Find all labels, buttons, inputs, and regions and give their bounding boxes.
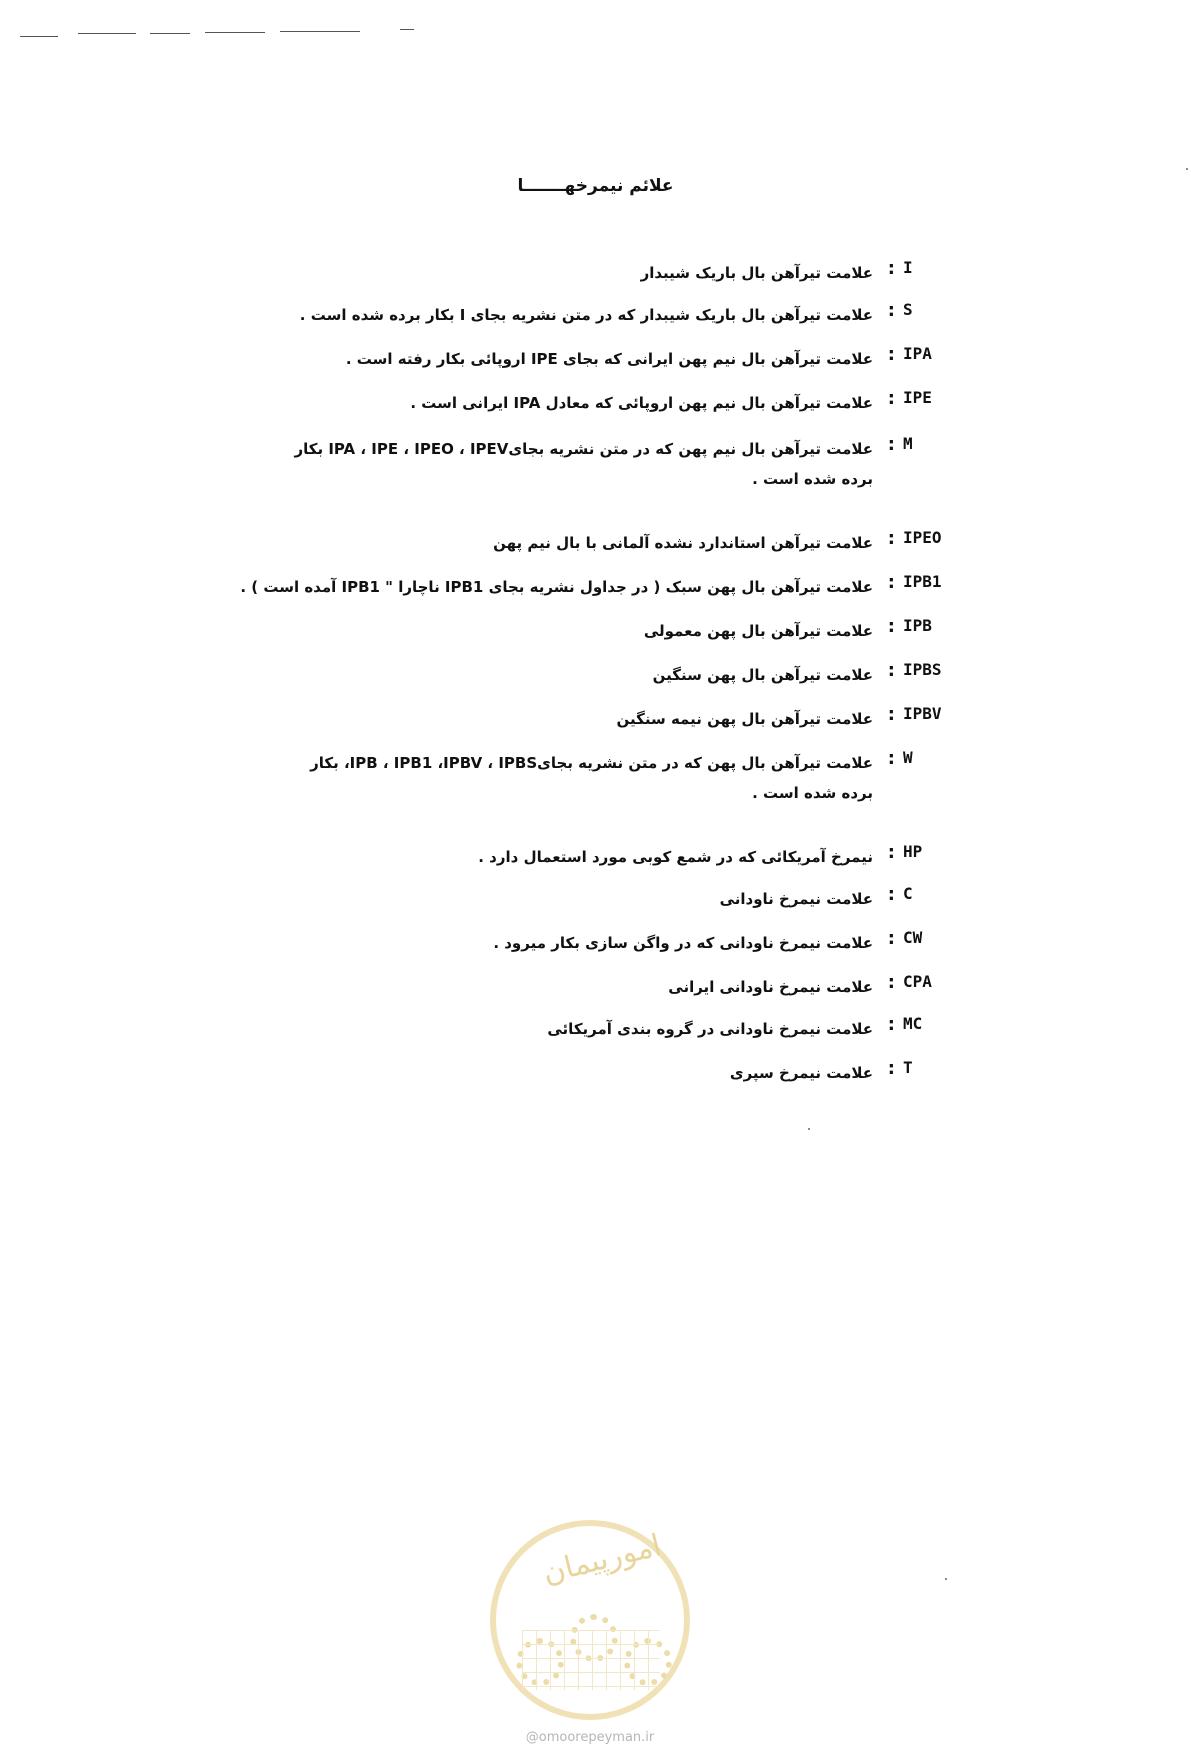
entry-description-line: علامت تیرآهن بال پهن سنگین bbox=[652, 666, 873, 684]
entry-code: IPE bbox=[903, 388, 932, 407]
entry-description bbox=[240, 572, 873, 602]
entry-separator: : bbox=[887, 572, 895, 593]
entry-description-line: علامت تیرآهن بال نیم پهن که در متن نشریه بجایIPA ، IPE ، IPEO ، IPEV بکار bbox=[294, 440, 873, 458]
entry-separator: : bbox=[887, 660, 895, 681]
entry-code: IPBV bbox=[903, 704, 942, 723]
entry-separator: : bbox=[887, 704, 895, 725]
scan-artifact-line bbox=[78, 33, 136, 34]
entry-description bbox=[493, 528, 873, 558]
entry-description-line: علامت تیرآهن بال باریک شیبدار که در متن نشریه بجای I بکار برده شده است . bbox=[299, 306, 873, 324]
gear-icon bbox=[624, 1638, 672, 1686]
watermark-seal bbox=[490, 1520, 690, 1720]
entry-separator: : bbox=[887, 434, 895, 455]
entry-separator: : bbox=[887, 344, 895, 365]
entry-code: MC bbox=[903, 1014, 923, 1033]
entry-code: IPB1 bbox=[903, 572, 942, 591]
entry-description bbox=[478, 842, 873, 872]
entry-description-line: علامت تیرآهن بال باریک شیبدار bbox=[640, 264, 873, 282]
entry-description-line: علامت تیرآهن بال پهن سبک ( در جداول نشریه بجای IPB1 ناچارا " IPB1 آمده است ) . bbox=[240, 578, 873, 596]
entry-description bbox=[720, 884, 873, 914]
scan-artifact-line bbox=[150, 33, 190, 34]
entry-code: C bbox=[903, 884, 913, 903]
entry-description bbox=[310, 748, 873, 808]
gear-icon bbox=[570, 1614, 618, 1662]
entry-description-line: علامت تیرآهن بال پهن نیمه سنگین bbox=[616, 710, 873, 728]
entry-description bbox=[653, 660, 873, 690]
entry-description bbox=[668, 972, 873, 1002]
entry-code: CW bbox=[903, 928, 923, 947]
entry-separator: : bbox=[887, 842, 895, 863]
entry-description-line: برده شده است . bbox=[752, 784, 873, 802]
entry-description-line: علامت نیمرخ سپری bbox=[729, 1064, 873, 1082]
entry-description bbox=[493, 928, 873, 958]
entry-description-line: علامت تیرآهن استاندارد نشده آلمانی با بال نیم پهن bbox=[493, 534, 873, 552]
entry-code: IPBS bbox=[903, 660, 942, 679]
scan-artifact-line bbox=[20, 36, 58, 37]
entry-code: T bbox=[903, 1058, 913, 1077]
entry-description-line: نیمرخ آمریکائی که در شمع کوبی مورد استعمال دارد . bbox=[478, 848, 873, 866]
entry-description-line: برده شده است . bbox=[752, 470, 873, 488]
entry-separator: : bbox=[887, 388, 895, 409]
entry-description-line: علامت نیمرخ ناودانی در گروه بندی آمریکائی bbox=[547, 1020, 873, 1038]
entry-code: S bbox=[903, 300, 913, 319]
scan-speck bbox=[808, 1128, 810, 1130]
scan-artifact-line bbox=[400, 29, 414, 30]
entry-separator: : bbox=[887, 616, 895, 637]
watermark-url: @omoorepeyman.ir bbox=[525, 1730, 655, 1745]
entry-description bbox=[547, 1014, 873, 1044]
entry-description bbox=[641, 258, 873, 288]
scan-artifact-line bbox=[205, 32, 265, 33]
entry-description-line: علامت تیرآهن بال پهن که در متن نشریه بجایIPB ، IPB1 ،IPBV ، IPBS، بکار bbox=[310, 754, 873, 772]
entry-description-line: علامت نیمرخ ناودانی ایرانی bbox=[668, 978, 873, 996]
entry-code: M bbox=[903, 434, 913, 453]
entry-description bbox=[644, 616, 873, 646]
watermark-logo-text: امورپیمان bbox=[539, 1527, 665, 1592]
entry-code: IPA bbox=[903, 344, 932, 363]
entry-separator: : bbox=[887, 528, 895, 549]
entry-separator: : bbox=[887, 258, 895, 279]
entry-separator: : bbox=[887, 928, 895, 949]
page-title bbox=[0, 176, 1191, 196]
entry-description bbox=[300, 300, 873, 330]
entry-separator: : bbox=[887, 300, 895, 321]
entry-description-line: علامت تیرآهن بال پهن معمولی bbox=[643, 622, 873, 640]
entry-separator: : bbox=[887, 884, 895, 905]
entry-description bbox=[730, 1058, 873, 1088]
entry-code: I bbox=[903, 258, 913, 277]
gear-icon bbox=[516, 1638, 564, 1686]
entry-description-line: علامت تیرآهن بال نیم پهن ایرانی که بجای IPE اروپائی بکار رفته است . bbox=[345, 350, 873, 368]
entry-separator: : bbox=[887, 1058, 895, 1079]
entry-code: HP bbox=[903, 842, 923, 861]
entry-code: W bbox=[903, 748, 913, 767]
entry-description bbox=[617, 704, 873, 734]
entry-description-line: علامت تیرآهن بال نیم پهن اروپائی که معادل IPA ایرانی است . bbox=[410, 394, 873, 412]
entry-description-line: علامت نیمرخ ناودانی bbox=[719, 890, 873, 908]
entry-description bbox=[410, 388, 873, 418]
entry-description-line: علامت نیمرخ ناودانی که در واگن سازی بکار میرود . bbox=[493, 934, 873, 952]
entry-code: CPA bbox=[903, 972, 932, 991]
entry-separator: : bbox=[887, 972, 895, 993]
entry-separator: : bbox=[887, 1014, 895, 1035]
scan-speck bbox=[1186, 168, 1188, 170]
entry-code: IPEO bbox=[903, 528, 942, 547]
entry-description bbox=[346, 344, 873, 374]
entry-description bbox=[294, 434, 873, 494]
scan-speck bbox=[945, 1578, 947, 1580]
scan-artifact-line bbox=[280, 31, 360, 32]
entry-separator: : bbox=[887, 748, 895, 769]
page-title-text: علائم نیمرخهـــــــا bbox=[517, 176, 674, 196]
entry-code: IPB bbox=[903, 616, 932, 635]
